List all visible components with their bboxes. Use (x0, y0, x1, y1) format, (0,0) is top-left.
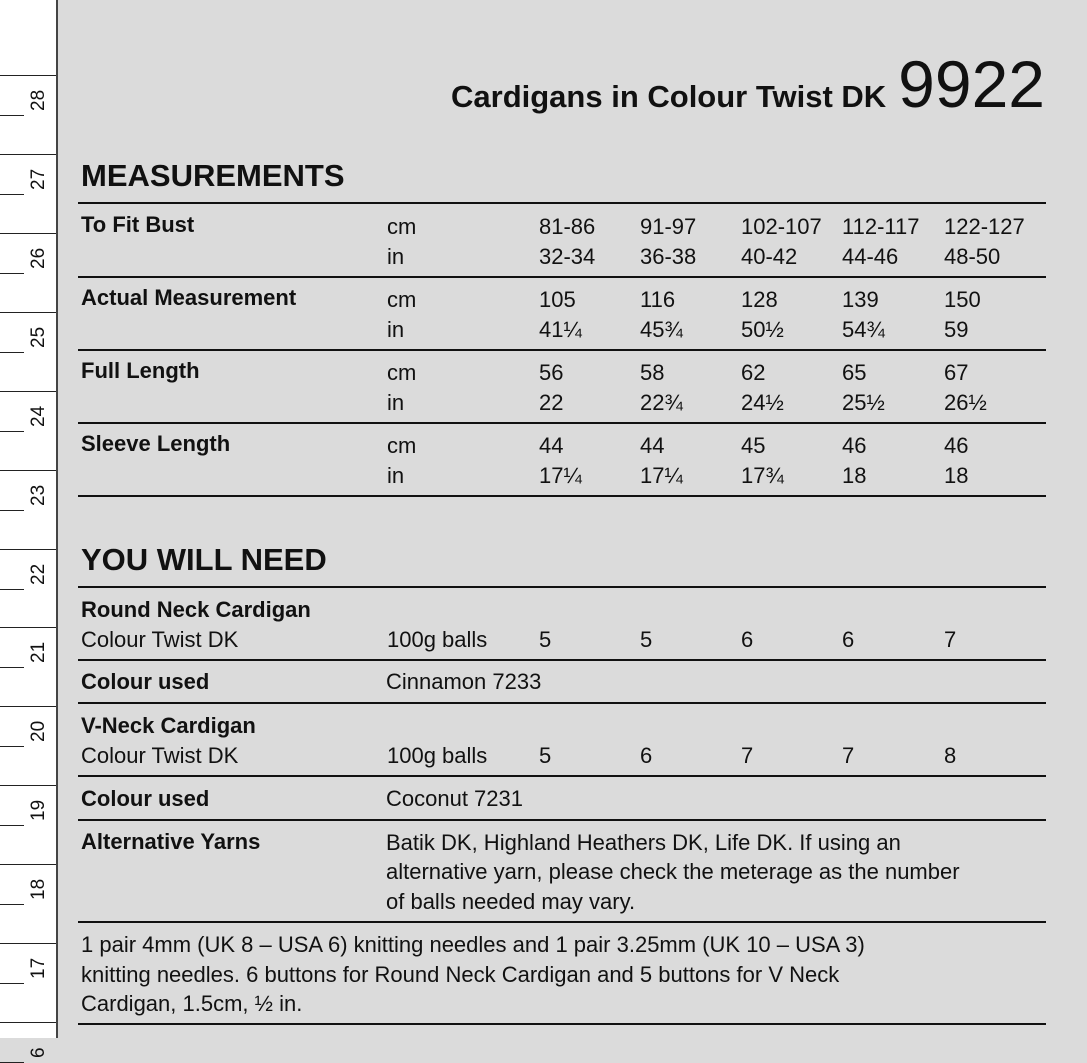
ruler-tick (0, 1022, 56, 1023)
ruler-number: 27 (28, 168, 49, 190)
round-neck-balls: 5 (640, 627, 653, 652)
ruler-number: 21 (28, 641, 49, 663)
value-cm: 116 (640, 287, 676, 312)
divider (78, 349, 1046, 351)
ruler-tick (0, 391, 56, 392)
value-in: 18 (944, 463, 969, 488)
value-in: 17¼ (539, 463, 582, 488)
divider (78, 1023, 1046, 1025)
value-in: 18 (842, 463, 867, 488)
ruler-tick (0, 825, 24, 826)
ruler-tick (0, 154, 56, 155)
round-neck-colour-label: Colour used (81, 669, 210, 694)
ruler-number: 24 (28, 405, 49, 427)
ruler-tick (0, 746, 24, 747)
value-cm: 150 (944, 287, 981, 312)
divider (78, 775, 1046, 777)
divider (78, 586, 1046, 588)
value-cm: 139 (842, 287, 879, 312)
alternative-yarns-label: Alternative Yarns (81, 829, 261, 854)
ruler-number: 22 (28, 563, 49, 585)
ruler-tick (0, 352, 24, 353)
v-neck-colour-label: Colour used (81, 786, 210, 811)
you-will-need-heading: YOU WILL NEED (81, 542, 327, 577)
unit-in: in (387, 390, 405, 415)
ruler-tick (0, 627, 56, 628)
v-neck-title: V-Neck Cardigan (81, 713, 256, 738)
value-cm: 45 (741, 433, 766, 458)
value-in: 32-34 (539, 244, 596, 269)
needles-text: knitting needles. 6 buttons for Round Neck Cardigan and 5 buttons for V Neck (81, 962, 840, 987)
ruler-number: 17 (28, 957, 49, 979)
ruler-tick (0, 785, 56, 786)
v-neck-colour: Coconut 7231 (386, 786, 523, 811)
value-cm: 44 (640, 433, 665, 458)
v-neck-balls: 7 (741, 743, 754, 768)
ruler-tick (0, 510, 24, 511)
unit-cm: cm (387, 360, 417, 385)
value-in: 41¼ (539, 317, 582, 342)
ruler-tick (0, 983, 24, 984)
pattern-page (57, 0, 1087, 1038)
ruler-number: 18 (28, 878, 49, 900)
row-label: Sleeve Length (81, 431, 231, 456)
row-label: Full Length (81, 358, 200, 383)
value-in: 26½ (944, 390, 987, 415)
value-cm: 105 (539, 287, 576, 312)
value-in: 22 (539, 390, 564, 415)
divider (78, 495, 1046, 497)
value-cm: 58 (640, 360, 665, 385)
ruler-tick (0, 589, 24, 590)
v-neck-balls: 8 (944, 743, 957, 768)
value-cm: 112-117 (842, 214, 920, 239)
v-neck-balls: 6 (640, 743, 653, 768)
ruler-tick (0, 273, 24, 274)
round-neck-yarn: Colour Twist DK (81, 627, 239, 652)
ruler-tick (0, 431, 24, 432)
divider (78, 702, 1046, 704)
unit-cm: cm (387, 287, 417, 312)
ruler-tick (0, 549, 56, 550)
ruler-tick (0, 667, 24, 668)
value-cm: 67 (944, 360, 969, 385)
ruler-tick (0, 706, 56, 707)
unit-in: in (387, 244, 405, 269)
ruler-tick (0, 864, 56, 865)
divider (78, 276, 1046, 278)
round-neck-balls: 7 (944, 627, 957, 652)
round-neck-colour: Cinnamon 7233 (386, 669, 542, 694)
ruler-number: 28 (28, 89, 49, 111)
divider (78, 819, 1046, 821)
value-in: 59 (944, 317, 969, 342)
value-cm: 122-127 (944, 214, 1025, 239)
ruler-tick (0, 943, 56, 944)
divider (78, 659, 1046, 661)
round-neck-balls: 5 (539, 627, 552, 652)
v-neck-balls: 5 (539, 743, 552, 768)
value-cm: 81-86 (539, 214, 596, 239)
value-cm: 62 (741, 360, 766, 385)
round-neck-unit: 100g balls (387, 627, 488, 652)
pattern-title: Cardigans in Colour Twist DK (451, 79, 887, 114)
ruler-tick (0, 75, 56, 76)
ruler-number: 25 (28, 326, 49, 348)
alternative-yarns-text: of balls needed may vary. (386, 889, 636, 914)
value-in: 17¾ (741, 463, 784, 488)
v-neck-yarn: Colour Twist DK (81, 743, 239, 768)
value-in: 50½ (741, 317, 784, 342)
ruler-tick (0, 312, 56, 313)
value-in: 44-46 (842, 244, 899, 269)
value-in: 36-38 (640, 244, 697, 269)
pattern-header (451, 46, 1045, 122)
value-cm: 46 (944, 433, 969, 458)
unit-in: in (387, 463, 405, 488)
pattern-number: 9922 (898, 47, 1045, 121)
divider (78, 422, 1046, 424)
round-neck-title: Round Neck Cardigan (81, 597, 311, 622)
unit-cm: cm (387, 433, 417, 458)
ruler-tick (0, 470, 56, 471)
ruler-tick (0, 194, 24, 195)
needles-text: Cardigan, 1.5cm, ½ in. (81, 991, 303, 1016)
row-label: Actual Measurement (81, 285, 297, 310)
row-label: To Fit Bust (81, 212, 195, 237)
round-neck-balls: 6 (741, 627, 754, 652)
ruler-number: 23 (28, 484, 49, 506)
ruler-tick (0, 115, 24, 116)
value-cm: 91-97 (640, 214, 697, 239)
ruler-number: 20 (28, 720, 49, 742)
unit-in: in (387, 317, 405, 342)
needles-text: 1 pair 4mm (UK 8 – USA 6) knitting needles and 1 pair 3.25mm (UK 10 – USA 3) (81, 932, 865, 957)
value-cm: 46 (842, 433, 867, 458)
ruler-number: 26 (28, 247, 49, 269)
v-neck-balls: 7 (842, 743, 855, 768)
alternative-yarns-text: alternative yarn, please check the meterage as the number (386, 859, 960, 884)
value-in: 17¼ (640, 463, 683, 488)
v-neck-unit: 100g balls (387, 743, 488, 768)
ruler-number: 6 (28, 1047, 49, 1058)
ruler-tick (0, 904, 24, 905)
measurements-heading: MEASUREMENTS (81, 158, 345, 193)
round-neck-balls: 6 (842, 627, 855, 652)
divider (78, 202, 1046, 204)
value-cm: 102-107 (741, 214, 822, 239)
unit-cm: cm (387, 214, 417, 239)
value-cm: 65 (842, 360, 867, 385)
divider (78, 921, 1046, 923)
value-cm: 128 (741, 287, 778, 312)
ruler-number: 19 (28, 799, 49, 821)
value-in: 48-50 (944, 244, 1001, 269)
value-in: 25½ (842, 390, 885, 415)
value-cm: 56 (539, 360, 564, 385)
ruler (0, 0, 58, 1058)
value-cm: 44 (539, 433, 564, 458)
alternative-yarns-text: Batik DK, Highland Heathers DK, Life DK. If using an (386, 830, 901, 855)
value-in: 54¾ (842, 317, 885, 342)
ruler-tick (0, 233, 56, 234)
value-in: 22¾ (640, 390, 683, 415)
value-in: 45¾ (640, 317, 683, 342)
value-in: 24½ (741, 390, 784, 415)
value-in: 40-42 (741, 244, 798, 269)
